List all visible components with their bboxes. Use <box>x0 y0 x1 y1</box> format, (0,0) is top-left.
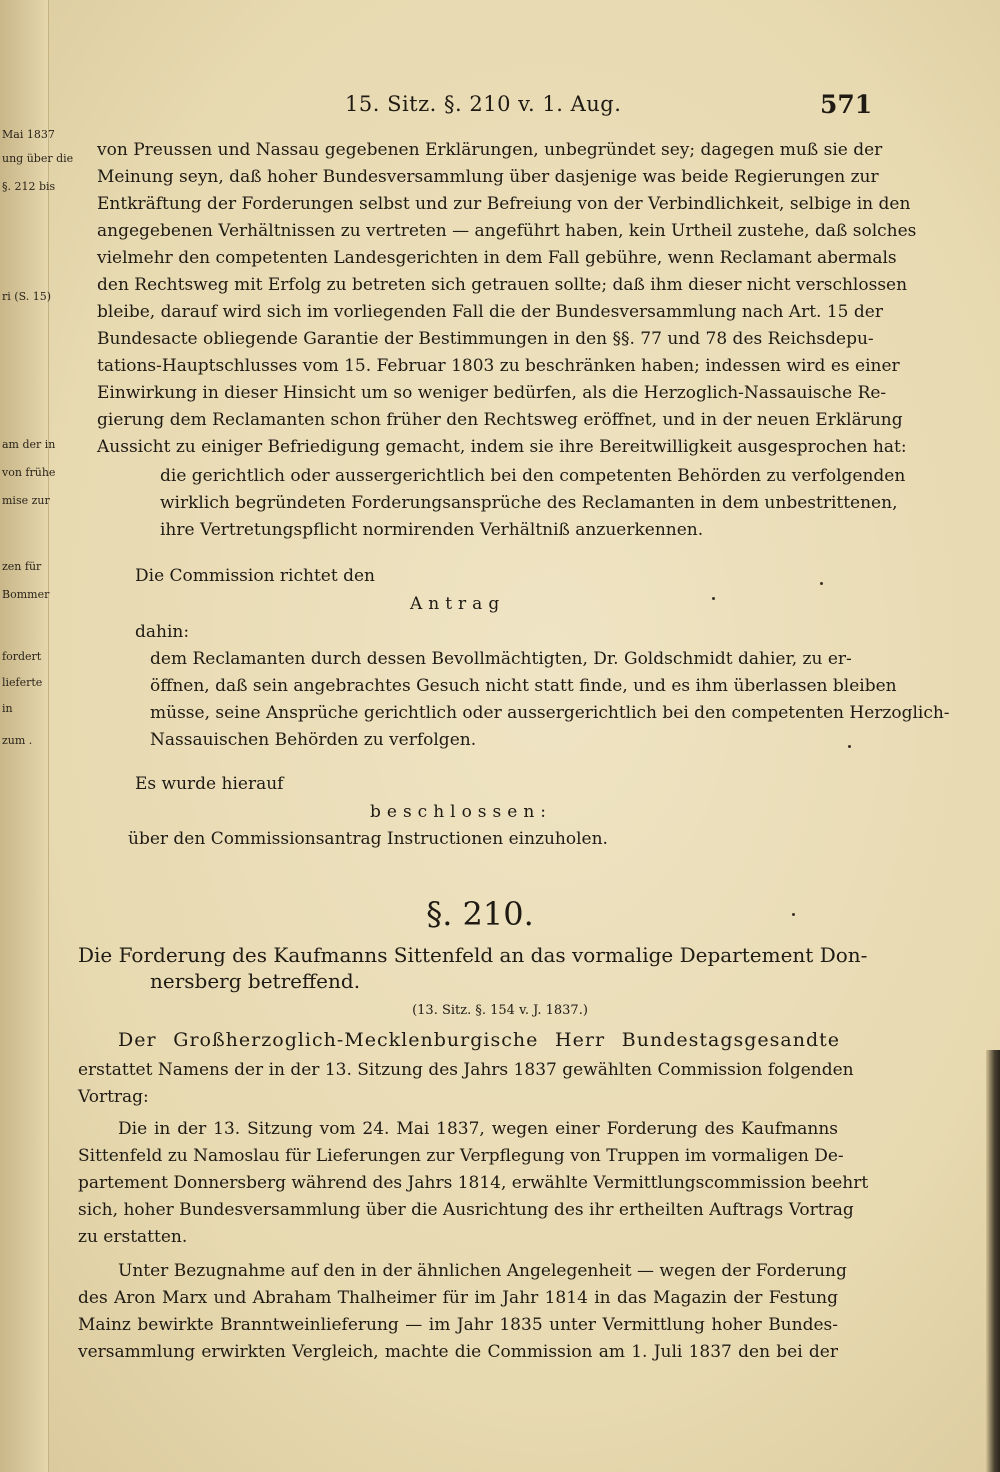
text-line: des Aron Marx und Abraham Thalheimer für im Jahr 1814 in das Magazin der Festung <box>78 1288 838 1308</box>
page-number: 571 <box>820 90 873 119</box>
margin-note: ung über die <box>2 152 74 165</box>
quote-line: wirklich begründeten Forderungsansprüche des Reclamanten in dem unbestrittenen, <box>160 493 898 513</box>
text-line: Aussicht zu einiger Befriedigung gemacht, indem sie ihre Bereitwilligkeit ausgesprochen hat: <box>97 437 907 457</box>
print-speck <box>820 582 823 585</box>
text-line: bleibe, darauf wird sich im vorliegenden Fall die der Bundesversammlung nach Art. 15 der <box>97 302 883 322</box>
facing-page-edge <box>0 0 74 1472</box>
beschlossen-heading: beschlossen: <box>370 802 552 822</box>
text-line: gierung dem Reclamanten schon früher den Rechtsweg eröffnet, und in der neuen Erklärung <box>97 410 903 430</box>
text-line: Vortrag: <box>78 1087 149 1107</box>
page-header <box>0 92 1000 122</box>
text-line: Unter Bezugnahme auf den in der ähnlichen Angelegenheit — wegen der Forderung <box>118 1261 847 1281</box>
text-line: Einwirkung in dieser Hinsicht um so weniger bedürfen, als die Herzoglich-Nassauische Re- <box>97 383 887 403</box>
margin-note: lieferte <box>2 676 43 689</box>
text-line: Entkräftung der Forderungen selbst und zur Befreiung von der Verbindlichkeit, selbige in den <box>97 194 911 214</box>
margin-note: zen für <box>2 560 42 573</box>
margin-note: mise zur <box>2 494 50 507</box>
section-title-line: Die Forderung des Kaufmanns Sittenfeld an das vormalige Departement Don- <box>78 943 868 967</box>
quote-line: die gerichtlich oder aussergerichtlich bei den competenten Behörden zu verfolgenden <box>160 466 906 486</box>
resolution-intro: Es wurde hierauf <box>135 774 284 794</box>
margin-note: ri (S. 15) <box>2 290 51 303</box>
page-edge-shadow <box>986 1050 1000 1472</box>
commission-line: Nassauischen Behörden zu verfolgen. <box>150 730 477 750</box>
text-line: versammlung erwirkten Vergleich, machte die Commission am 1. Juli 1837 den bei der <box>78 1342 838 1362</box>
quote-line: ihre Vertretungspflicht normirenden Verhältniß anzuerkennen. <box>160 520 704 540</box>
text-line: sich, hoher Bundesversammlung über die Ausrichtung des ihr ertheilten Auftrags Vortrag <box>78 1200 854 1220</box>
margin-note: Bommer <box>2 588 50 601</box>
text-line: Meinung seyn, daß hoher Bundesversammlung über dasjenige was beide Regierungen zur <box>97 167 879 187</box>
text-line: den Rechtsweg mit Erfolg zu betreten sich getrauen sollte; daß ihm dieser nicht verschlossen <box>97 275 908 295</box>
resolution-text: über den Commissionsantrag Instructionen einzuholen. <box>128 829 608 849</box>
print-speck <box>712 597 715 600</box>
commission-line: dem Reclamanten durch dessen Bevollmächtigten, Dr. Goldschmidt dahier, zu er- <box>150 649 852 669</box>
text-line: angegebenen Verhältnissen zu vertreten — angeführt haben, kein Urtheil zustehe, daß solches <box>97 221 917 241</box>
commission-line: müsse, seine Ansprüche gerichtlich oder aussergerichtlich bei den competenten Herzoglich- <box>150 703 950 723</box>
text-line: Sittenfeld zu Namoslau für Lieferungen zur Verpflegung von Truppen im vormaligen De- <box>78 1146 844 1166</box>
margin-note: in <box>2 702 13 715</box>
text-line: partement Donnersberg während des Jahrs 1814, erwählte Vermittlungscommission beehrt <box>78 1173 869 1193</box>
text-line: tations-Hauptschlusses vom 15. Februar 1803 zu beschränken haben; indessen wird es einer <box>97 356 900 376</box>
print-speck <box>848 745 851 748</box>
text-line: Mainz bewirkte Branntweinlieferung — im Jahr 1835 unter Vermittlung hoher Bundes- <box>78 1315 838 1335</box>
commission-intro: Die Commission richtet den <box>135 566 375 586</box>
margin-note: fordert <box>2 650 42 663</box>
print-speck <box>792 913 795 916</box>
text-line: Die in der 13. Sitzung vom 24. Mai 1837, wegen einer Forderung des Kaufmanns <box>118 1119 838 1139</box>
dahin-label: dahin: <box>135 622 190 642</box>
envoy-line: Der Großherzoglich-Mecklenburgische Herr Bundestagsgesandte <box>118 1029 840 1051</box>
text-line: zu erstatten. <box>78 1227 188 1247</box>
antrag-heading: Antrag <box>410 594 506 614</box>
commission-line: öffnen, daß sein angebrachtes Gesuch nicht statt finde, und es ihm überlassen bleiben <box>150 676 897 696</box>
text-line: erstattet Namens der in der 13. Sitzung des Jahrs 1837 gewählten Commission folgenden <box>78 1060 854 1080</box>
text-line: Bundesacte obliegende Garantie der Bestimmungen in den §§. 77 und 78 des Reichsdepu- <box>97 329 874 349</box>
text-line: von Preussen und Nassau gegebenen Erklärungen, unbegründet sey; dagegen muß sie der <box>97 140 883 160</box>
text-line: vielmehr den competenten Landesgerichten in dem Fall gebühre, wenn Reclamant abermals <box>97 248 897 268</box>
margin-note: §. 212 bis <box>2 180 56 193</box>
section-number: §. 210. <box>426 895 534 933</box>
margin-note: Mai 1837 <box>2 128 55 141</box>
margin-note: zum . <box>2 734 33 747</box>
running-head: 15. Sitz. §. 210 v. 1. Aug. <box>345 92 622 116</box>
margin-note: von frühe <box>2 466 56 479</box>
margin-note: am der in <box>2 438 56 451</box>
section-title-line: nersberg betreffend. <box>150 969 361 993</box>
section-citation: (13. Sitz. §. 154 v. J. 1837.) <box>412 1003 588 1018</box>
